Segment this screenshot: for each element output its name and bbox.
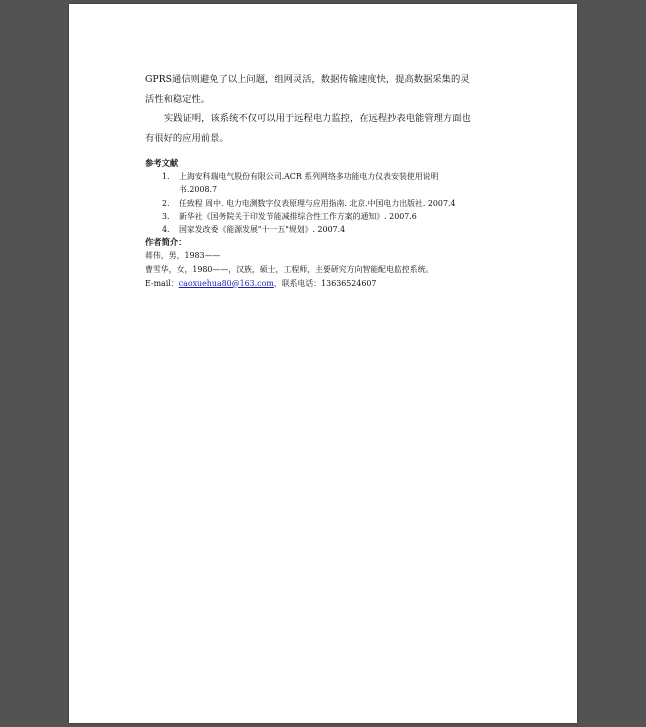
reference-item — [145, 197, 510, 210]
reference-item — [145, 170, 510, 197]
paragraph-line: GPRS通信则避免了以上问题，组网灵活，数据传输速度快，提高数据采集的灵 — [145, 74, 470, 85]
reference-number: 2. — [162, 198, 170, 208]
reference-line: 新华社《国务院关于印发节能减排综合性工作方案的通知》. 2007.6 — [179, 211, 417, 221]
references-list — [145, 170, 510, 236]
paragraph-gprs — [145, 70, 510, 109]
reference-text — [179, 170, 510, 197]
reference-number: 1. — [162, 172, 170, 181]
reference-text — [179, 210, 510, 223]
reference-text — [179, 223, 510, 236]
paragraph-line: 活性和稳定性。 — [145, 93, 211, 105]
paragraph-line: 实践证明，该系统不仅可以用于远程电力监控，在远程抄表电能管理方面也 — [164, 113, 471, 124]
reference-number: 4. — [162, 225, 170, 235]
paragraph-line: 有很好的应用前景。 — [145, 132, 229, 144]
reference-item — [145, 210, 510, 223]
reference-line: 上海安科瑞电气股份有限公司.ACR 系列网络多功能电力仪表安装使用说明 — [179, 172, 439, 181]
email-link[interactable]: caoxuehua80@163.com — [178, 278, 274, 288]
author-line-1: 蒋伟，男，1983—— — [145, 251, 221, 261]
page-content — [145, 70, 510, 290]
phone-text: ，联系电话：13636524607 — [273, 278, 377, 288]
reference-text — [179, 197, 510, 210]
reference-line: 书.2008.7 — [179, 185, 218, 195]
email-label: E-mail： — [145, 278, 179, 288]
reference-number: 3. — [162, 211, 170, 221]
author-contact-line — [145, 277, 510, 291]
paragraph-conclusion — [145, 109, 510, 148]
references-heading: 参考文献 — [145, 158, 179, 168]
reference-item — [145, 223, 510, 236]
reference-line: 任致程 周中. 电力电测数字仪表原理与应用指南. 北京.中国电力出版社. 2007.4 — [179, 198, 456, 208]
document-page — [69, 4, 577, 723]
author-line-2: 曹雪华，女，1980——，汉族，硕士，工程师，主要研究方向智能配电监控系统。 — [145, 265, 434, 275]
author-heading: 作者简介： — [145, 237, 187, 248]
reference-line: 国家发改委《能源发展"十一五"规划》. 2007.4 — [179, 225, 346, 235]
